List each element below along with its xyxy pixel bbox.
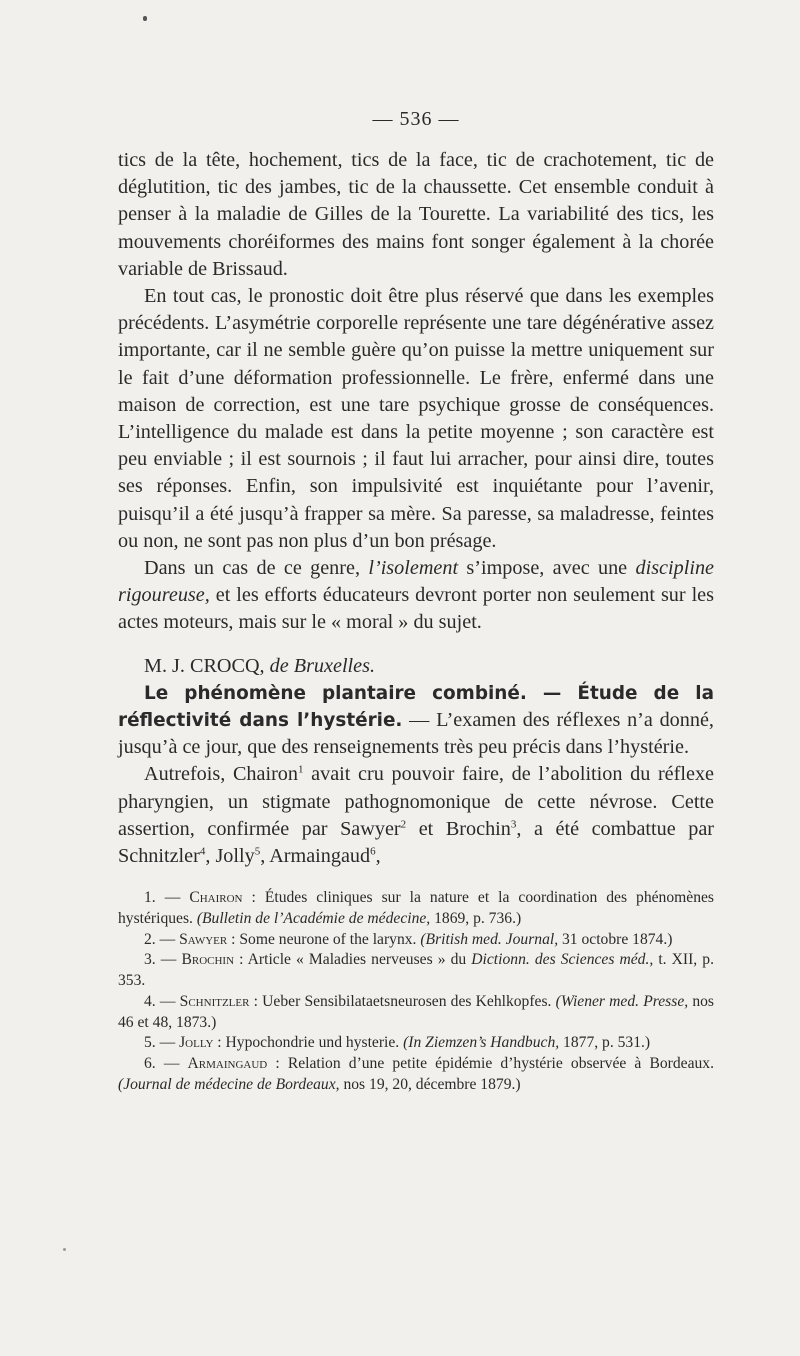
footnote-tail: nos 46 et 48, 1873.) (118, 992, 714, 1031)
text-run: et Brochin (406, 817, 511, 840)
text-run: Dans un cas de ce genre, (144, 557, 369, 580)
footnote-ref[interactable]: 5 (254, 845, 261, 858)
footnote (118, 1054, 714, 1095)
footnote-number: 2. — (144, 930, 180, 948)
footnote-author: Brochin (181, 951, 235, 969)
section-body (118, 680, 714, 870)
section-title: Le phénomène plantaire combiné. — Étude de la réflectivité dans l’hystérie. (118, 682, 714, 732)
text-run: Autrefois, Chairon (144, 763, 298, 786)
footnote-tail: t. XII, p. 353. (118, 951, 714, 990)
footnote-number: 4. — (144, 992, 180, 1010)
text-run: s’impose, avec une (458, 557, 636, 580)
text-run: — L’examen des réflexes n’a donné, jusqu’à ce jour, que des renseignements très peu précis dans l’hystérie. (118, 709, 714, 759)
footnote-author: Schnitzler (179, 992, 250, 1010)
footnote-tail: 1869, p. 736.) (430, 909, 522, 927)
footnote-text: : Ueber Sensibilataetsneurosen des Kehlkopfes. (249, 992, 556, 1010)
footnote-ref[interactable]: 2 (400, 818, 407, 831)
footnote-source: (British med. Journal, (420, 930, 559, 948)
paragraph: En tout cas, le pronostic doit être plus réservé que dans les exemples précédents. L’asymétrie corporelle représente une tare dégénérative assez importante, car il ne semble guère qu’on puisse la mettre uniquement sur le fait d’une déformation professionnelle. Le frère, enfermé dans une maison de correction, est une tare psychique grosse de conséquences. L’intelligence du malade est dans la petite moyenne ; son caractère est peu enviable ; il est sournois ; il faut lui arracher, pour ainsi dire, toutes ses réponses. Enfin, son impulsivité est inquiétante pour l’avenir, puisqu’il a été jusqu’à frapper sa mère. Sa paresse, sa maladresse, feintes ou non, ne sont pas non plus d’un bon présage. (118, 285, 714, 552)
footnote-source: (Wiener med. Presse, (555, 992, 689, 1010)
footnote-number: 6. — (144, 1054, 188, 1072)
author-heading (118, 653, 714, 680)
footnote-ref[interactable]: 3 (510, 818, 517, 831)
footnote-author: Sawyer (179, 930, 228, 948)
page (118, 108, 714, 1095)
footnote-text: : Some neurone of the larynx. (227, 930, 421, 948)
footnote-source: (In Ziemzen’s Handbuch, (403, 1034, 560, 1052)
ink-speck (143, 16, 147, 21)
paragraph: tics de la tête, hochement, tics de la face, tic de crachotement, tic de déglutition, tic des jambes, tic de la chaussette. Cet ensemble conduit à penser à la maladie de Gilles de la Tourette. La variabilité des tics, les mouvements choréiformes des mains font songer également à la chorée variable de Brissaud. (118, 149, 714, 280)
author-place: de Bruxelles. (269, 654, 376, 677)
footnote-ref[interactable]: 6 (370, 845, 376, 858)
footnote-source: (Journal de médecine de Bordeaux, (118, 1075, 340, 1093)
text-run: , Jolly (205, 845, 255, 868)
paragraph (118, 555, 714, 637)
footnote (118, 1033, 714, 1054)
ink-speck (63, 1248, 66, 1251)
footnote-ref[interactable]: 1 (298, 763, 304, 776)
text-run: , Armaingaud (260, 845, 371, 868)
footnote-author: Chairon (189, 889, 243, 907)
text-run: , (375, 845, 381, 868)
footnote (118, 930, 714, 951)
footnote-text: : Hypochondrie und hysterie. (213, 1034, 404, 1052)
footnote-number: 3. — (144, 951, 182, 969)
italic-term: l’isolement (368, 557, 459, 580)
footnote-tail: nos 19, 20, décembre 1879.) (339, 1075, 521, 1093)
section-lead (118, 680, 714, 762)
paragraph (118, 761, 714, 870)
footnote-tail: 1877, p. 531.) (559, 1034, 651, 1052)
footnote-author: Armaingaud (187, 1054, 268, 1072)
text-run: et les efforts éducateurs devront porter non seulement sur les actes moteurs, mais sur le « moral » du sujet. (118, 584, 714, 634)
footnote-text: : Relation d’une petite épidémie d’hystérie observée à Bordeaux. (267, 1054, 714, 1072)
text-run: avait cru pouvoir faire, de l’abolition du réflexe pharyngien, un stigmate pathognomonique de cette névrose. Cette assertion, confirmée par Sawyer (118, 763, 714, 840)
footnote-text: : Études cliniques sur la nature et la coordination des phénomènes hystériques. (118, 889, 714, 927)
footnote-number: 1. — (144, 889, 190, 907)
text-run: , a été combattue par Schnitzler (118, 817, 715, 868)
footnote-tail: 31 octobre 1874.) (558, 930, 673, 948)
footnote (118, 888, 714, 929)
footnote (118, 950, 714, 991)
footnote-ref[interactable]: 4 (199, 845, 206, 858)
author-name: M. J. CROCQ, (144, 654, 270, 677)
italic-term: discipline rigoureuse, (118, 557, 714, 607)
footnote-number: 5. — (144, 1034, 180, 1052)
footnote-text: : Article « Maladies nerveuses » du (234, 951, 472, 969)
footnote-source: Dictionn. des Sciences méd., (471, 951, 654, 969)
footnote-author: Jolly (179, 1034, 214, 1052)
body-text (118, 147, 714, 637)
footnote-source: (Bulletin de l’Académie de médecine, (196, 909, 431, 927)
page-number: — 536 — (372, 108, 460, 130)
footnotes (118, 888, 714, 1095)
footnote (118, 992, 714, 1033)
